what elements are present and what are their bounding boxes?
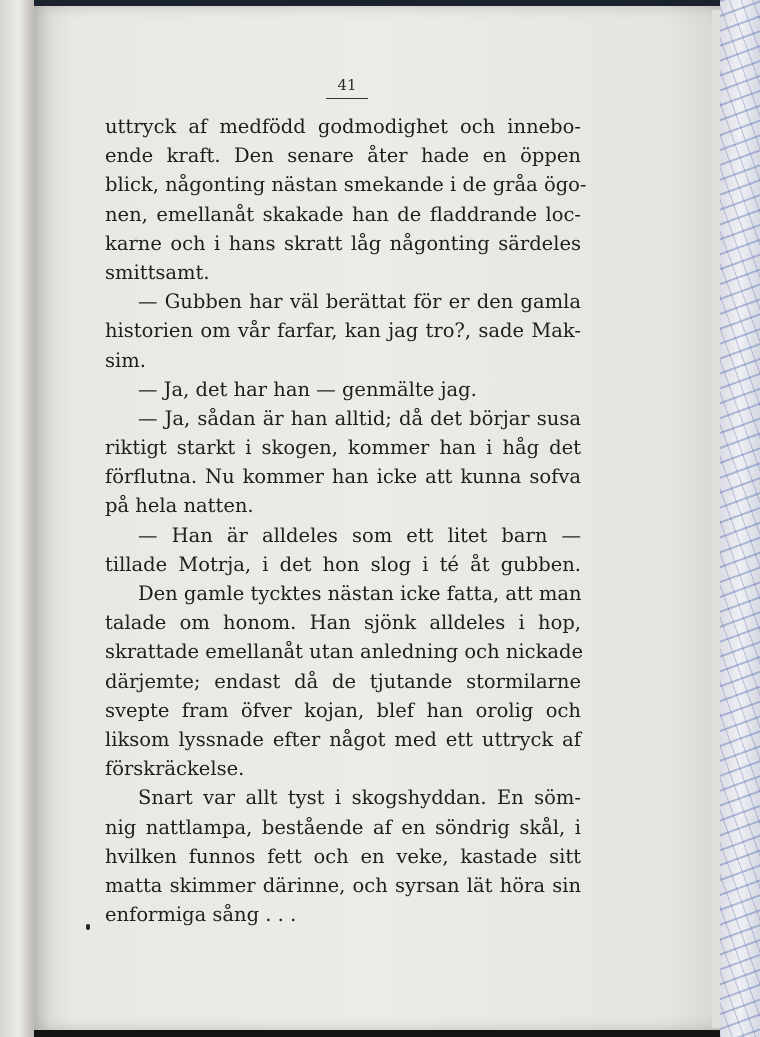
text-line: Den gamle tycktes nästan icke fatta, att man xyxy=(138,582,582,605)
text-line: smittsamt. xyxy=(105,260,210,284)
text-line: på hela natten. xyxy=(105,494,254,518)
text-line: förflutna. Nu kommer han icke att kunna sofva xyxy=(105,465,581,489)
text-line: — Ja, det har han — genmälte jag. xyxy=(138,377,477,401)
text-line: blick, någonting nästan smekande i de gråa ögo- xyxy=(105,173,587,197)
text-line: matta skimmer därinne, och syrsan lät höra sin xyxy=(105,873,581,897)
text-line: — Ja, sådan är han alltid; då det börjar susa xyxy=(138,406,581,430)
text-line: förskräckelse. xyxy=(105,757,245,781)
text-line: riktigt starkt i skogen, kommer han i håg det xyxy=(105,436,581,460)
text-line: tillade Motrja, i det hon slog i té åt gubben. xyxy=(105,552,581,576)
text-line: liksom lyssnade efter något med ett uttryck af xyxy=(105,727,581,751)
text-line: nig nattlampa, bestående af en söndrig skål, i xyxy=(105,815,581,839)
ink-mark xyxy=(86,924,90,930)
body-text xyxy=(105,112,587,929)
text-line: nen, emellanåt skakade han de fladdrande loc- xyxy=(105,202,581,226)
text-line: ende kraft. Den senare åter hade en öppen xyxy=(105,144,581,168)
text-line: — Gubben har väl berättat för er den gamla xyxy=(138,290,581,314)
text-line: därjemte; endast då de tjutande stormilarne xyxy=(105,669,581,693)
text-line: uttryck af medfödd godmodighet och innebo- xyxy=(105,115,581,138)
text-line: talade om honom. Han sjönk alldeles i hop, xyxy=(105,611,581,635)
text-line: sim. xyxy=(105,348,146,372)
text-line: skrattade emellanåt utan anledning och nickade xyxy=(105,640,584,664)
book-cover-binding xyxy=(720,0,760,1037)
text-line: historien om vår farfar, kan jag tro?, sade Mak- xyxy=(105,319,581,343)
text-line: hvilken funnos fett och en veke, kastade sitt xyxy=(105,844,581,868)
text-line: enformiga sång . . . xyxy=(105,903,297,927)
text-line: svepte fram öfver kojan, blef han orolig och xyxy=(105,698,581,722)
facing-page-edge xyxy=(0,0,34,1037)
text-line: karne och i hans skratt låg någonting särdeles xyxy=(105,231,581,255)
text-line: Snart var allt tyst i skogshyddan. En söm- xyxy=(138,786,581,810)
text-line: — Han är alldeles som ett litet barn — xyxy=(138,523,581,547)
page-number: 41 xyxy=(326,76,368,99)
